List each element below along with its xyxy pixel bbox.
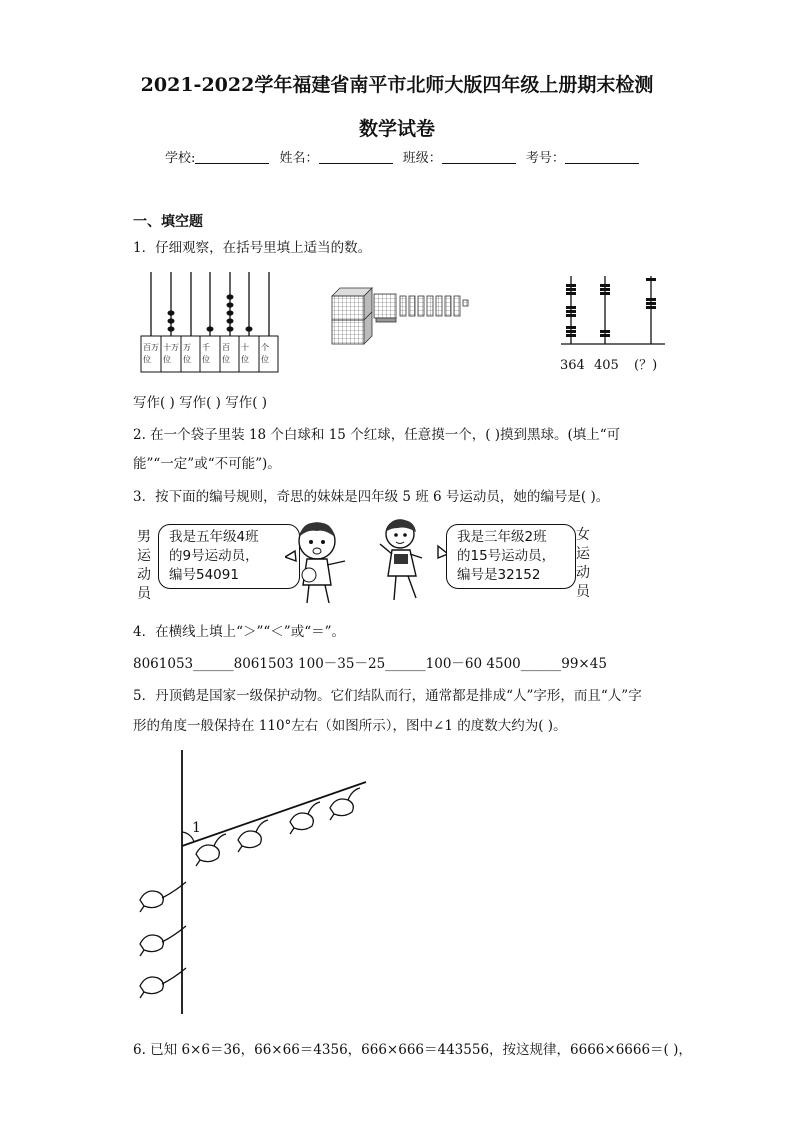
female-athlete-label: [575, 526, 591, 602]
abacus-label: 千位: [202, 343, 210, 364]
counter-figure: [555, 272, 685, 376]
exam-number-label: 考号：: [525, 151, 565, 166]
angle-1-label: 1: [192, 820, 201, 836]
question-2-line2: 能”“一定”或“不可能”)。: [133, 456, 281, 472]
question-4-items[interactable]: 8061053______8061503 100－35－25______100－60 4500______99×45: [133, 656, 607, 672]
boy-athlete-illustration: [285, 515, 351, 607]
exam-number-blank[interactable]: [565, 149, 639, 164]
class-label: 班级：: [402, 151, 442, 166]
question-2-line1: 2. 在一个袋子里装 18 个白球和 15 个红球，任意摸一个，( )摸到黑球。(填上“可: [133, 427, 621, 443]
girl-athlete-illustration: [376, 514, 446, 606]
place-value-blocks-figure: [330, 286, 490, 348]
abacus-label: 十万位: [163, 343, 179, 364]
student-info-row: [165, 147, 645, 166]
male-speech-bubble: [158, 524, 300, 589]
bubble-line: 我是五年级4班: [169, 529, 259, 545]
bubble-line: 编号是32152: [457, 567, 541, 583]
question-5-line1: 5．丹顶鹤是国家一级保护动物。它们结队而行，通常都是排成“人”字形，而且“人”字: [133, 688, 642, 704]
counter-label: (？): [634, 358, 658, 373]
female-label-text: 女 运 动 员: [576, 527, 590, 600]
bubble-line: 的9号运动员，: [169, 548, 259, 564]
abacus-label: 百位: [222, 343, 230, 364]
male-athlete-label: [136, 528, 152, 604]
class-blank[interactable]: [442, 149, 516, 164]
bubble-line: 我是三年级2班: [457, 529, 547, 545]
abacus-label: 百万位: [143, 343, 159, 364]
question-1-text: 1．仔细观察，在括号里填上适当的数。: [133, 240, 372, 256]
name-label: 姓名：: [279, 151, 319, 166]
bubble-line: 编号54091: [169, 567, 239, 583]
question-4-text: 4．在横线上填上“＞”“＜”或“＝”。: [133, 624, 345, 640]
male-label-text: 男 运 动 员: [137, 529, 151, 602]
bubble-line: 的15号运动员，: [457, 548, 556, 564]
name-blank[interactable]: [319, 149, 393, 164]
abacus-figure: [138, 268, 282, 376]
page-subtitle: 数学试卷: [358, 118, 435, 140]
female-speech-bubble: [446, 524, 576, 589]
counter-label: 405: [594, 358, 619, 373]
abacus-label: 十位: [241, 343, 249, 364]
crane-formation-diagram: [130, 748, 370, 1016]
question-6-text: 6. 已知 6×6＝36，66×66＝4356，666×666＝443556，按这规律，6666×6666＝( )，: [133, 1042, 692, 1058]
section-heading: 一、填空题: [133, 214, 203, 230]
school-blank[interactable]: [195, 149, 269, 164]
school-label: 学校:: [165, 151, 196, 166]
abacus-label: 个位: [261, 343, 269, 364]
counter-label: 364: [560, 358, 585, 373]
question-3-text: 3．按下面的编号规则，奇思的妹妹是四年级 5 班 6 号运动员，她的编号是( )。: [133, 489, 610, 505]
question-5-line2: 形的角度一般保持在 110°左右（如图所示），图中∠1 的度数大约为( )。: [133, 718, 567, 734]
abacus-label: 万位: [183, 343, 191, 364]
page-title: 2021-2022学年福建省南平市北师大版四年级上册期末检测: [140, 74, 654, 96]
question-1-answers[interactable]: 写作( ) 写作( ) 写作( ): [133, 395, 268, 411]
